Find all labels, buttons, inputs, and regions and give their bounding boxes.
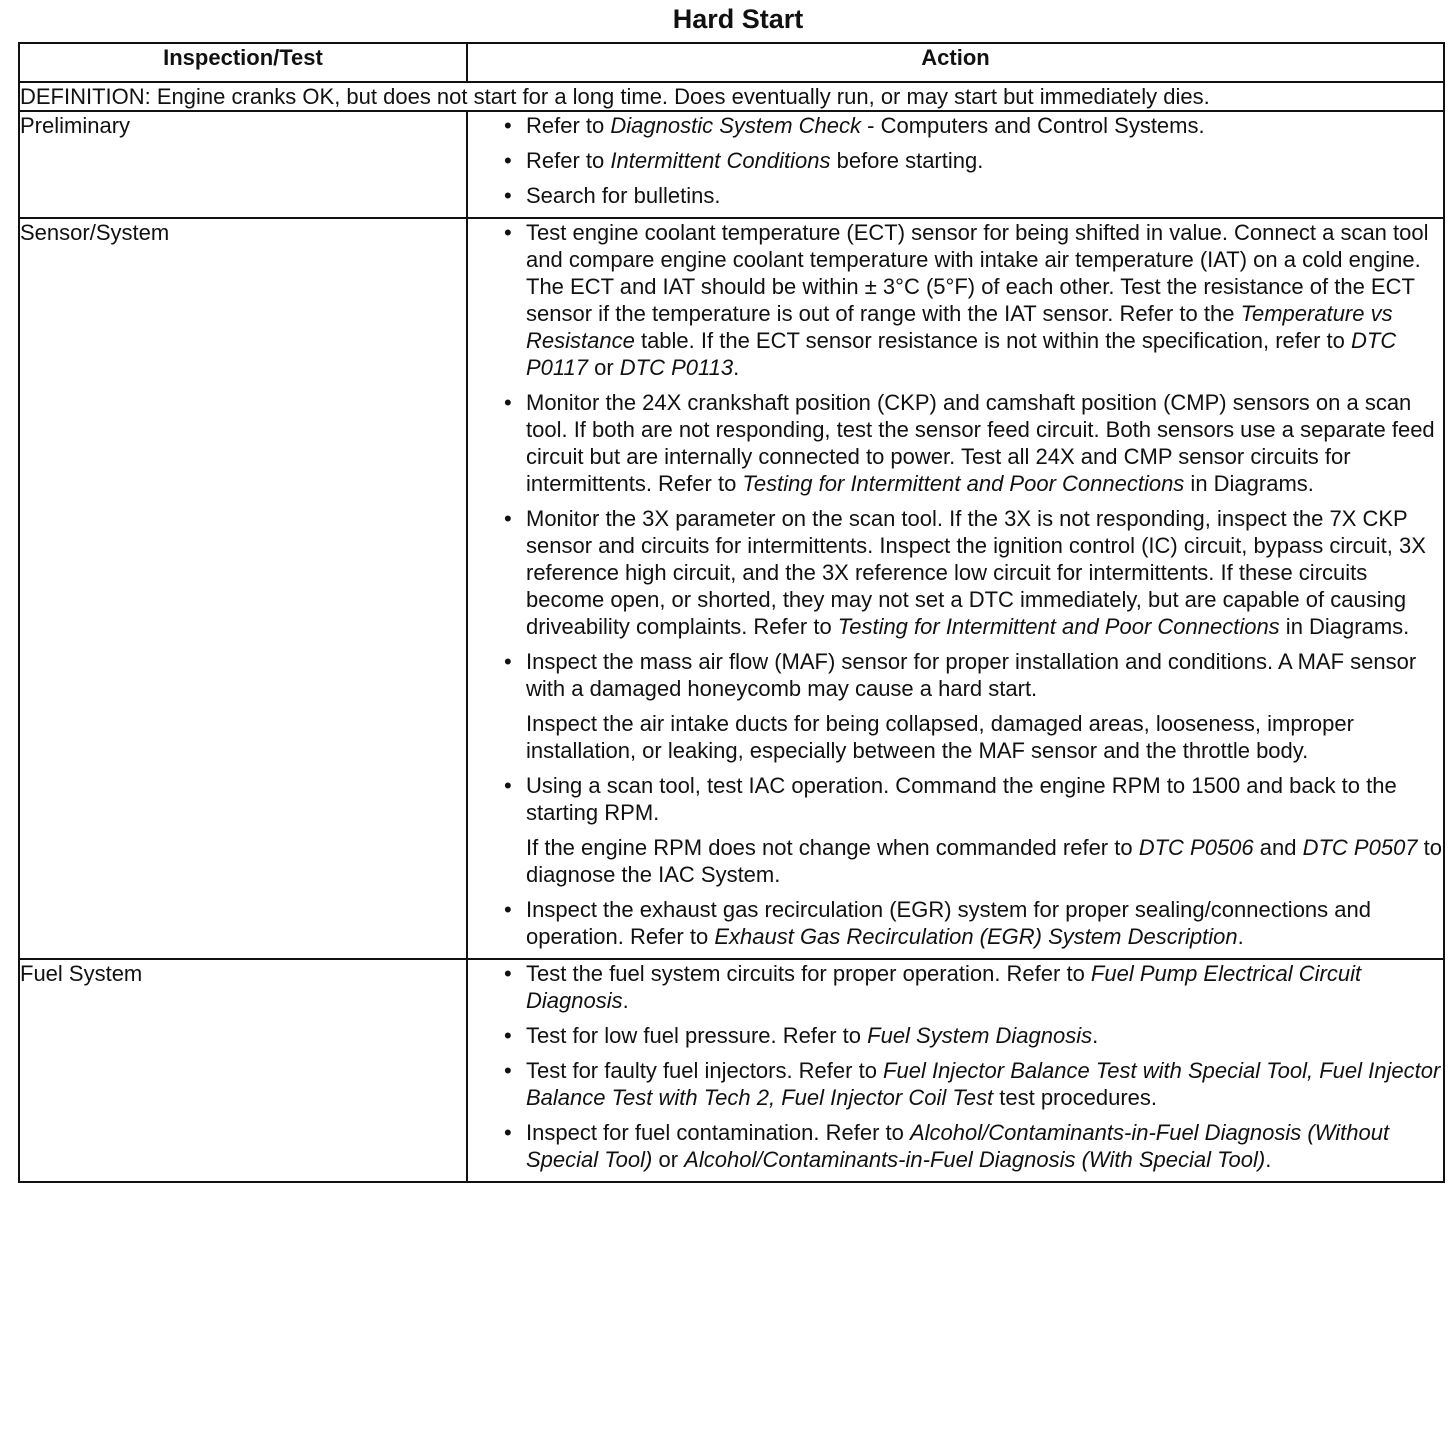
action-list [468, 112, 1443, 209]
reference-link-text: DTC P0117 [526, 328, 1397, 380]
action-cell [467, 959, 1444, 1182]
reference-link-text: DTC P0507 [1302, 835, 1418, 860]
reference-link-text: Testing for Intermittent and Poor Connections [742, 471, 1185, 496]
diagnosis-table [18, 42, 1445, 1183]
reference-link-text: Temperature vs Resistance [526, 301, 1393, 353]
reference-link-text: Exhaust Gas Recirculation (EGR) System Description [714, 924, 1238, 949]
action-item [468, 219, 1443, 381]
reference-link-text: DTC P0113 [619, 355, 734, 380]
action-paragraph: • Monitor the 24X crankshaft position (CKP) and camshaft position (CMP) sensors on a scan tool. If both are not responding, test the sensor feed circuit. Both sensors use a separate feed circuit but are internally connected to power. Test all 24X and CMP sensor circuits for intermittents. Refer to Testing for Intermittent and Poor Connections in Diagrams. [526, 390, 1435, 496]
action-item [468, 1022, 1443, 1049]
section-label: Sensor/System [19, 218, 467, 959]
action-item [468, 112, 1443, 139]
action-paragraph: • Inspect the mass air flow (MAF) sensor for proper installation and conditions. A MAF sensor with a damaged honeycomb may cause a hard start. [526, 649, 1417, 701]
action-header: Action [467, 43, 1444, 82]
action-paragraph: • Test the fuel system circuits for proper operation. Refer to Fuel Pump Electrical Circuit Diagnosis. [526, 961, 1362, 1013]
header-row [19, 43, 1444, 82]
action-paragraph: • Test for low fuel pressure. Refer to Fuel System Diagnosis. [526, 1023, 1099, 1048]
action-paragraph: • Inspect the exhaust gas recirculation (EGR) system for proper sealing/connections and operation. Refer to Exhaust Gas Recirculation (EGR) System Description. [526, 897, 1371, 949]
definition-row [19, 82, 1444, 111]
reference-link-text: Alcohol/Contaminants-in-Fuel Diagnosis (With Special Tool) [684, 1147, 1266, 1172]
table-body [19, 82, 1444, 1182]
reference-link-text: Alcohol/Contaminants-in-Fuel Diagnosis (Without Special Tool) [526, 1120, 1390, 1172]
reference-link-text: Diagnostic System Check [610, 113, 862, 138]
action-paragraph: • Monitor the 3X parameter on the scan tool. If the 3X is not responding, inspect the 7X CKP sensor and circuits for intermittents. Inspect the ignition control (IC) circuit, bypass circuit, 3X reference high circuit, and the 3X reference low circuit for intermittents. If these circuits become open, or shorted, they may not set a DTC immediately, but are capable of causing driveability complaints. Refer to Testing for Intermittent and Poor Connections in Diagrams. [526, 506, 1426, 639]
action-item [468, 896, 1443, 950]
definition-text: DEFINITION: Engine cranks OK, but does not start for a long time. Does eventually run, or may start but immediately dies. [19, 82, 1444, 111]
action-paragraph: • Inspect for fuel contamination. Refer to Alcohol/Contaminants-in-Fuel Diagnosis (Without Special Tool) or Alcohol/Contaminants-in-Fuel Diagnosis (With Special Tool). [526, 1120, 1390, 1172]
action-item [468, 772, 1443, 888]
action-paragraph: • Refer to Diagnostic System Check - Computers and Control Systems. [526, 113, 1205, 138]
reference-link-text: Fuel Injector Balance Test with Special Tool, Fuel Injector Balance Test with Tech 2, Fuel Injector Coil Test [526, 1058, 1441, 1110]
action-paragraph: Inspect the air intake ducts for being collapsed, damaged areas, looseness, improper installation, or leaking, especially between the MAF sensor and the throttle body. [526, 711, 1354, 763]
section-label: Fuel System [19, 959, 467, 1182]
section-row-preliminary [19, 111, 1444, 218]
action-cell [467, 111, 1444, 218]
action-list [468, 960, 1443, 1173]
action-item [468, 1119, 1443, 1173]
action-list [468, 219, 1443, 950]
action-item [468, 960, 1443, 1014]
reference-link-text: Fuel System Diagnosis [867, 1023, 1093, 1048]
reference-link-text: Intermittent Conditions [610, 148, 831, 173]
action-cell [467, 218, 1444, 959]
action-paragraph: • Search for bulletins. [526, 183, 721, 208]
action-paragraph: • Test engine coolant temperature (ECT) sensor for being shifted in value. Connect a scan tool and compare engine coolant temperature with intake air temperature (IAT) on a cold engine. The ECT and IAT should be within ± 3°C (5°F) of each other. Test the resistance of the ECT sensor if the temperature is out of range with the IAT sensor. Refer to the Temperature vs Resistance table. If the ECT sensor resistance is not within the specification, refer to DTC P0117 or DTC P0113. [526, 220, 1429, 380]
reference-link-text: Fuel Pump Electrical Circuit Diagnosis [526, 961, 1362, 1013]
action-item [468, 147, 1443, 174]
section-label: Preliminary [19, 111, 467, 218]
section-row-sensor-system [19, 218, 1444, 959]
page-title: Hard Start [672, 4, 804, 34]
action-item [468, 182, 1443, 209]
inspection-test-header: Inspection/Test [19, 43, 467, 82]
action-paragraph: If the engine RPM does not change when commanded refer to DTC P0506 and DTC P0507 to diagnose the IAC System. [526, 835, 1443, 887]
action-item [468, 648, 1443, 764]
action-item [468, 505, 1443, 640]
action-paragraph: • Using a scan tool, test IAC operation. Command the engine RPM to 1500 and back to the starting RPM. [526, 773, 1397, 825]
action-item [468, 1057, 1443, 1111]
reference-link-text: DTC P0506 [1138, 835, 1254, 860]
reference-link-text: Testing for Intermittent and Poor Connections [837, 614, 1280, 639]
action-item [468, 389, 1443, 497]
section-row-fuel-system [19, 959, 1444, 1182]
action-paragraph: • Test for faulty fuel injectors. Refer to Fuel Injector Balance Test with Special Tool, Fuel Injector Balance Test with Tech 2, Fuel Injector Coil Test test procedures. [526, 1058, 1441, 1110]
action-paragraph: • Refer to Intermittent Conditions before starting. [526, 148, 984, 173]
